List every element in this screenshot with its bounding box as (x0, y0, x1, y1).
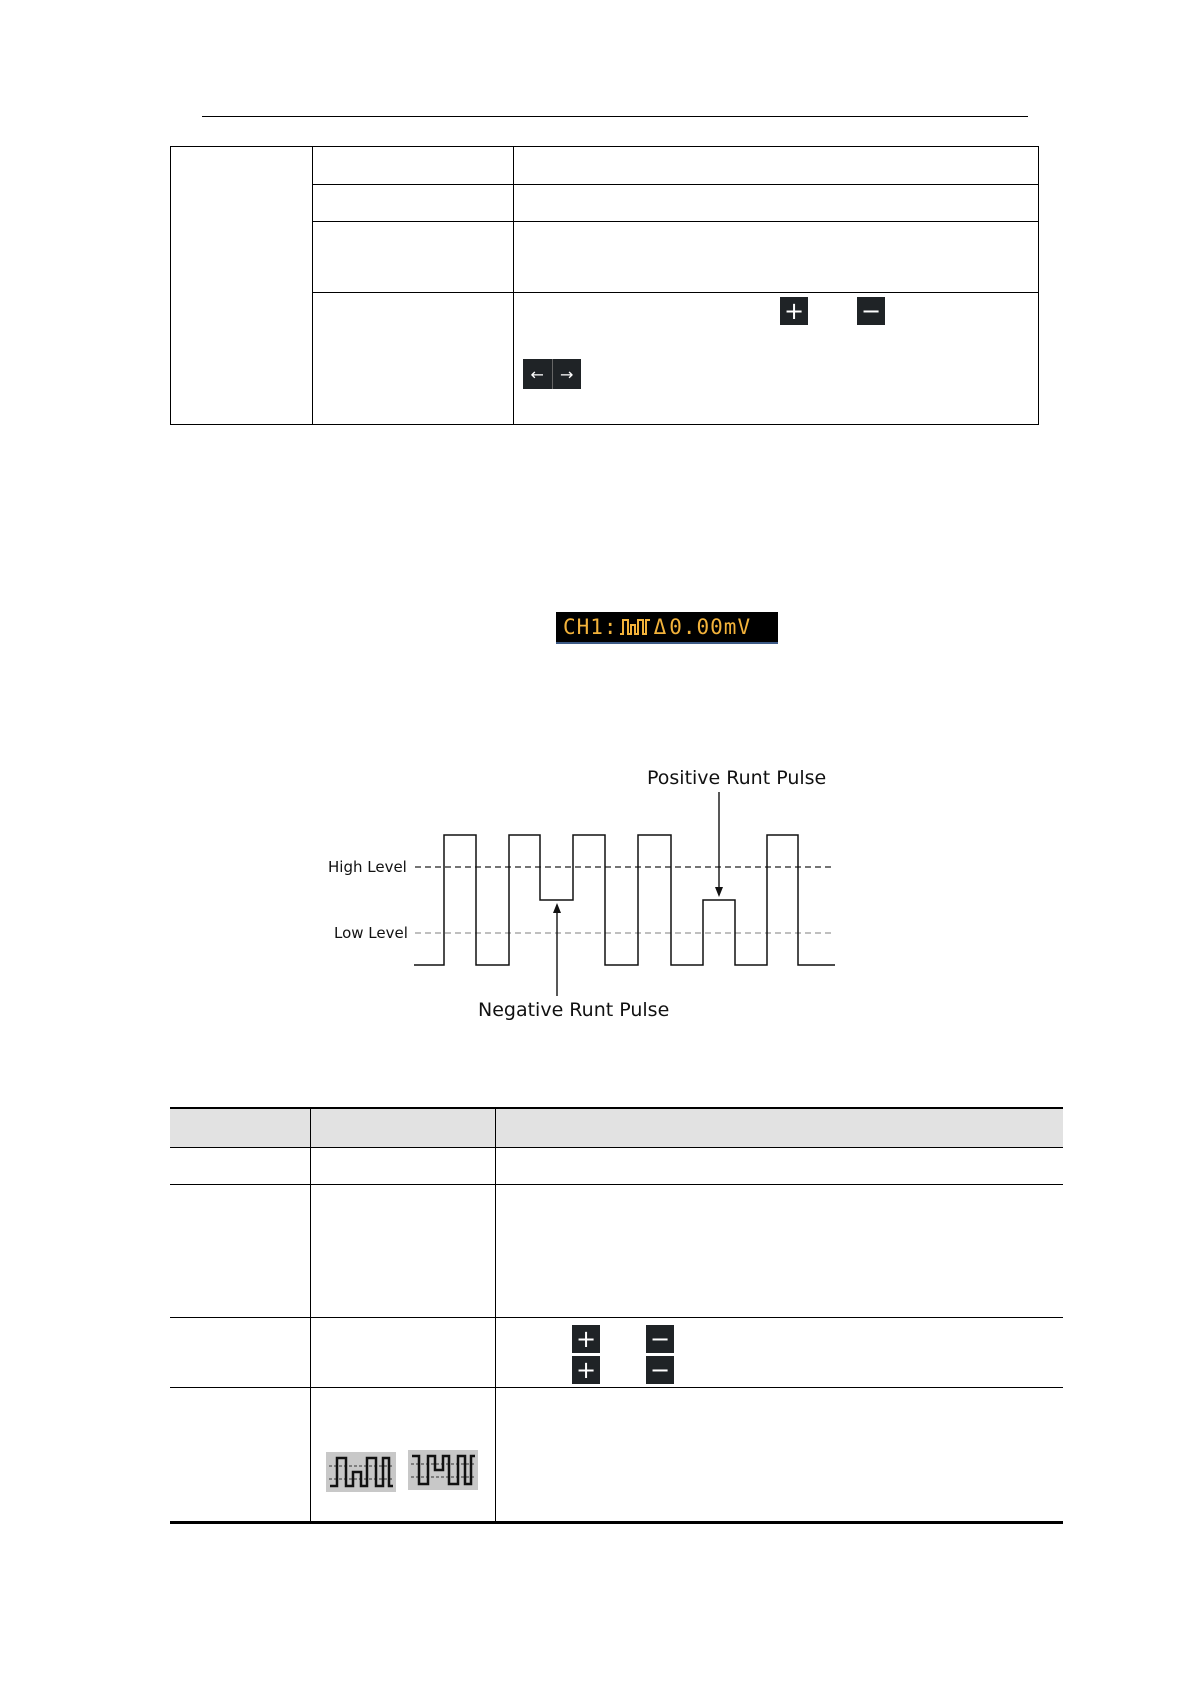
row-divider (312, 292, 1038, 293)
minus-icon: − (857, 297, 885, 325)
trigger-status-readout (556, 612, 778, 644)
settings-table-top (170, 146, 1039, 425)
positive-arrowhead (715, 887, 723, 897)
row-divider (170, 1387, 1063, 1388)
readout-value: 0.00mV (669, 615, 752, 639)
waveform-trace (414, 835, 835, 965)
column-divider (513, 147, 514, 424)
low-level-label: Low Level (334, 924, 408, 942)
negative-runt-label: Negative Runt Pulse (478, 999, 670, 1021)
row-divider (170, 1107, 1063, 1109)
row-divider (170, 1317, 1063, 1318)
high-level-label: High Level (328, 858, 407, 876)
minus-icon: − (646, 1325, 674, 1353)
runt-pulse-diagram (320, 760, 860, 1030)
left-right-arrows-icon (523, 359, 581, 389)
positive-runt-icon (326, 1452, 396, 1492)
row-divider (170, 1521, 1063, 1524)
settings-table-bottom (170, 1107, 1063, 1524)
left-arrow-icon: ← (530, 364, 544, 384)
plus-icon: + (572, 1325, 600, 1353)
column-divider (312, 147, 313, 424)
row-divider (170, 1147, 1063, 1148)
runt-trigger-icon (620, 618, 650, 636)
negative-runt-icon (408, 1450, 478, 1490)
plus-icon: + (572, 1356, 600, 1384)
header-rule (202, 116, 1028, 117)
row-divider (312, 221, 1038, 222)
positive-runt-label: Positive Runt Pulse (647, 767, 827, 789)
column-divider (495, 1107, 496, 1523)
plus-icon: + (780, 297, 808, 325)
edge-delta-symbol: Δ (653, 615, 668, 639)
negative-arrowhead (553, 903, 561, 913)
right-arrow-icon: → (552, 359, 582, 389)
readout-channel: CH1: (563, 615, 618, 639)
row-divider (170, 1184, 1063, 1185)
column-divider (310, 1107, 311, 1523)
minus-icon: − (646, 1356, 674, 1384)
table-header-row (170, 1107, 1063, 1147)
row-divider (312, 184, 1038, 185)
